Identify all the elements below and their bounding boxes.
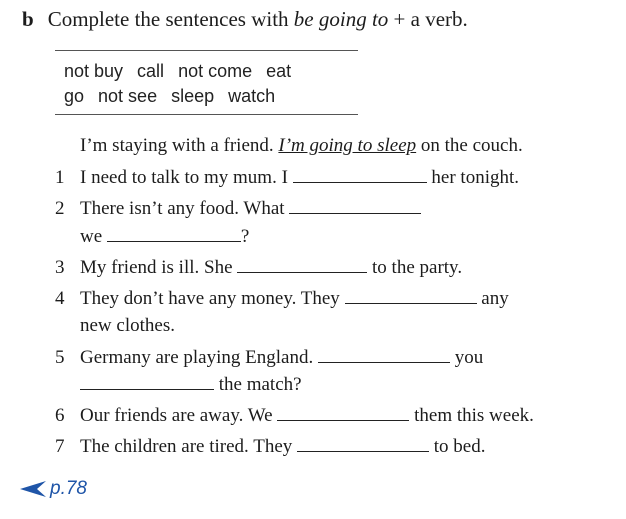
answer-blank[interactable] xyxy=(293,181,427,183)
item-2-line-2 xyxy=(80,226,249,248)
item-number: 6 xyxy=(55,405,65,426)
page-reference-link[interactable] xyxy=(20,478,87,500)
item-number: 3 xyxy=(55,257,65,278)
item-4-text: They don’t have any money. They xyxy=(80,288,340,309)
word-not-see: not see xyxy=(98,86,158,106)
item-5-line-2 xyxy=(80,374,302,396)
exercise-heading xyxy=(22,7,468,32)
word-watch: watch xyxy=(228,86,276,106)
item-5-text-end: the match? xyxy=(218,374,302,395)
item-2-text-cont: we xyxy=(80,226,103,247)
heading-text-start: Complete the sentences with xyxy=(47,7,294,31)
answer-blank[interactable] xyxy=(318,361,450,363)
item-2-text: There isn’t any food. What xyxy=(80,198,285,219)
exercise-letter: b xyxy=(22,7,34,31)
answer-blank[interactable] xyxy=(345,302,477,304)
item-5-text-mid: you xyxy=(454,347,484,368)
word-box-top-rule xyxy=(55,50,358,51)
item-6-text: Our friends are away. We xyxy=(80,405,273,426)
item-4-text-end: new clothes. xyxy=(80,315,175,336)
item-number: 1 xyxy=(55,167,65,188)
word-not-buy: not buy xyxy=(64,61,124,81)
item-4-line xyxy=(80,288,509,310)
item-6-text-end: them this week. xyxy=(414,405,534,426)
word-box-row-1 xyxy=(64,61,305,82)
example-answer: I’m going to sleep xyxy=(278,135,417,156)
item-number: 4 xyxy=(55,288,65,309)
word-box-bottom-rule xyxy=(55,114,358,115)
heading-text-italic: be going to xyxy=(293,7,389,31)
item-2-line xyxy=(80,198,421,220)
page-reference-text: p.78 xyxy=(50,478,87,499)
word-eat: eat xyxy=(266,61,292,81)
item-number: 7 xyxy=(55,436,65,457)
answer-blank[interactable] xyxy=(107,240,241,242)
item-6-line xyxy=(80,405,534,427)
item-1-text: I need to talk to my mum. I xyxy=(80,167,288,188)
word-sleep: sleep xyxy=(171,86,215,106)
item-3-text: My friend is ill. She xyxy=(80,257,233,278)
item-number: 2 xyxy=(55,198,65,219)
item-7-line xyxy=(80,436,485,458)
word-box-row-2 xyxy=(64,86,289,107)
item-5-line xyxy=(80,347,483,369)
answer-blank[interactable] xyxy=(237,271,367,273)
word-go: go xyxy=(64,86,85,106)
example-text-start: I’m staying with a friend. xyxy=(80,135,279,156)
word-call: call xyxy=(137,61,165,81)
item-3-line xyxy=(80,257,462,279)
item-7-text-end: to bed. xyxy=(433,436,486,457)
item-1-line xyxy=(80,167,519,189)
answer-blank[interactable] xyxy=(80,388,214,390)
answer-blank[interactable] xyxy=(297,450,429,452)
item-3-text-end: to the party. xyxy=(372,257,463,278)
item-7-text: The children are tired. They xyxy=(80,436,293,457)
word-not-come: not come xyxy=(178,61,253,81)
item-1-text-end: her tonight. xyxy=(431,167,520,188)
answer-blank[interactable] xyxy=(289,212,421,214)
item-5-text: Germany are playing England. xyxy=(80,347,314,368)
item-4-line-2 xyxy=(80,315,175,337)
item-number: 5 xyxy=(55,347,65,368)
heading-text-end: + a verb. xyxy=(388,7,468,31)
item-2-question-mark: ? xyxy=(240,226,250,247)
example-text-end: on the couch. xyxy=(416,135,523,156)
answer-blank[interactable] xyxy=(277,419,409,421)
item-4-text-mid: any xyxy=(481,288,509,309)
back-arrow-icon xyxy=(20,481,46,497)
example-sentence xyxy=(80,135,523,157)
